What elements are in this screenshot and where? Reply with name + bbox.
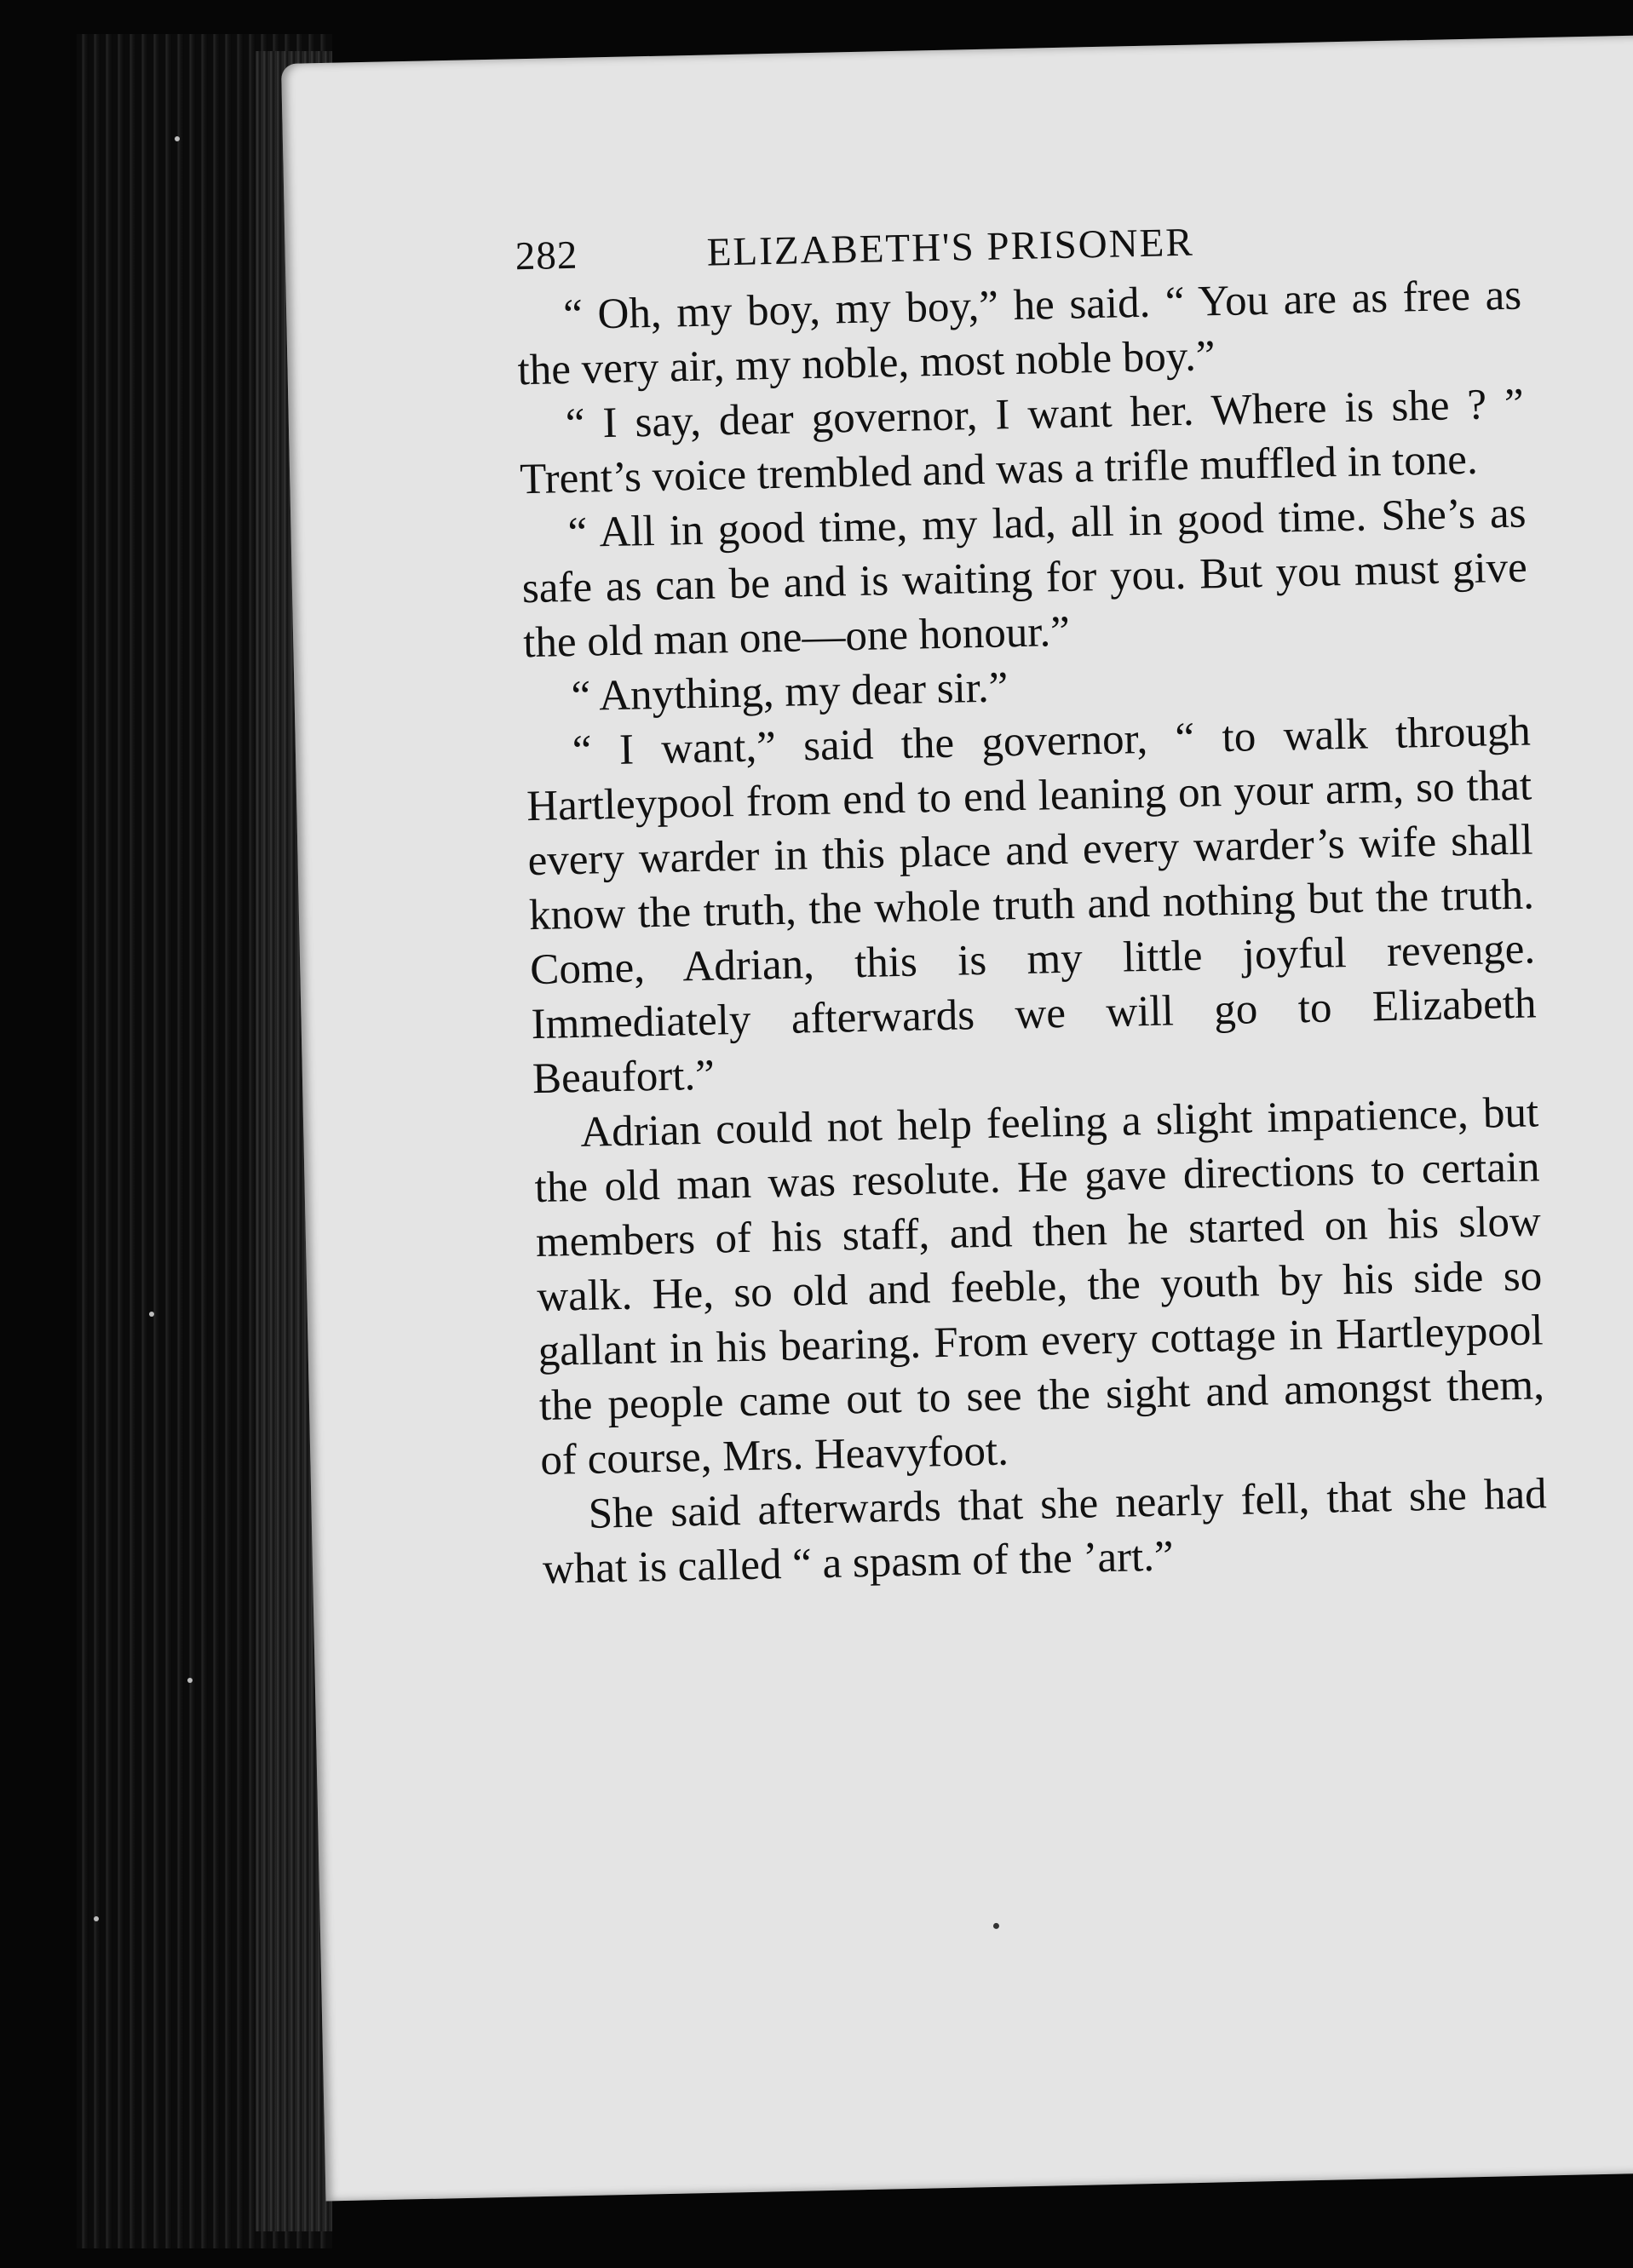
- paragraph: Adrian could not help feeling a slight impatience, but the old man was resolute. He gave directions to certain members of his staff, and then he started on his slow walk. He, so old and feeble, the youth by his side so gallant in his bearing. From every cottage in Hartleypool the people came out to see the sight and amongst them, of course, Mrs. Heavyfoot.: [534, 1088, 1545, 1484]
- paragraph: “ Oh, my boy, my boy,” he said. “ You are as free as the very air, my noble, most noble boy.”: [517, 271, 1522, 395]
- ink-speck: [993, 1923, 999, 1929]
- page-text: [515, 209, 1548, 1597]
- page-number: 282: [515, 233, 578, 279]
- paragraph: “ I want,” said the governor, “ to walk through Hartleypool from end to end leaning on your arm, so that every warder in this place and every warder’s wife shall know the truth, the whole truth and nothing but the truth. Come, Adrian, this is my little joyful revenge. Immediately afterwards we will go to Elizabeth Beaufort.”: [526, 707, 1538, 1104]
- book-page: [281, 35, 1633, 2201]
- running-title: ELIZABETH'S PRISONER: [706, 220, 1195, 275]
- paragraph: “ Anything, my dear sir.”: [571, 663, 1009, 721]
- paragraph: “ I say, dear governor, I want her. Where is she ? ” Trent’s voice trembled and was a trifle muffled in tone.: [519, 380, 1525, 504]
- paragraph: She said afterwards that she nearly fell, that she had what is called “ a spasm of the ’art.”: [542, 1470, 1548, 1593]
- paragraph: “ All in good time, my lad, all in good time. She’s as safe as can be and is waiting for you. But you must give the old man one—one honour.”: [521, 489, 1528, 668]
